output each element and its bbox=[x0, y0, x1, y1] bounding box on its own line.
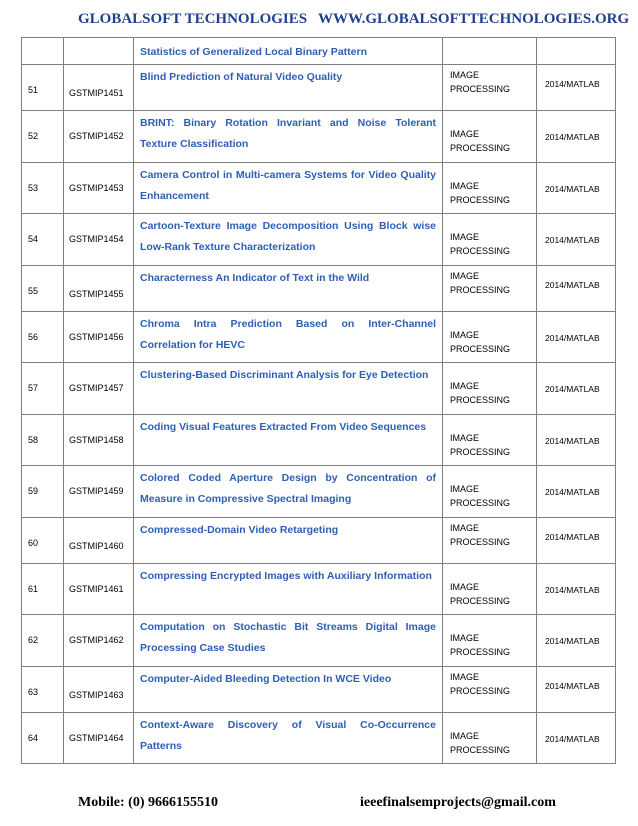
project-code: GSTMIP1452 bbox=[64, 111, 134, 163]
project-code: GSTMIP1451 bbox=[64, 65, 134, 111]
domain-line: PROCESSING bbox=[450, 395, 511, 405]
domain-line: IMAGE bbox=[450, 633, 480, 643]
num-cell-empty bbox=[22, 38, 64, 65]
project-year: 2014/MATLAB bbox=[537, 214, 616, 266]
project-domain bbox=[443, 563, 537, 615]
domain-line: IMAGE bbox=[450, 484, 480, 494]
project-number: 64 bbox=[22, 712, 64, 764]
project-number: 56 bbox=[22, 311, 64, 363]
year-cell-empty bbox=[537, 38, 616, 65]
domain-line: IMAGE bbox=[450, 232, 480, 242]
project-number: 63 bbox=[22, 666, 64, 712]
project-number: 55 bbox=[22, 265, 64, 311]
project-number: 60 bbox=[22, 517, 64, 563]
code-cell-empty bbox=[64, 38, 134, 65]
project-title: Computer-Aided Bleeding Detection In WCE Video bbox=[134, 666, 443, 712]
project-code: GSTMIP1455 bbox=[64, 265, 134, 311]
domain-line: PROCESSING bbox=[450, 343, 511, 354]
project-year: 2014/MATLAB bbox=[537, 162, 616, 214]
project-title: Camera Control in Multi-camera Systems for Video Quality Enhancement bbox=[134, 162, 443, 214]
project-year: 2014/MATLAB bbox=[537, 265, 616, 311]
page-footer bbox=[0, 795, 638, 815]
table-row bbox=[22, 214, 616, 266]
mobile-number: Mobile: (0) 9666155510 bbox=[78, 795, 218, 810]
project-year: 2014/MATLAB bbox=[537, 111, 616, 163]
domain-line: PROCESSING bbox=[450, 84, 511, 94]
domain-line: PROCESSING bbox=[450, 246, 511, 256]
project-domain bbox=[443, 414, 537, 466]
project-domain bbox=[443, 311, 537, 363]
project-number: 62 bbox=[22, 615, 64, 667]
project-code: GSTMIP1458 bbox=[64, 414, 134, 466]
project-domain bbox=[443, 214, 537, 266]
project-title: Computation on Stochastic Bit Streams Digital Image Processing Case Studies bbox=[134, 615, 443, 667]
domain-line: PROCESSING bbox=[450, 647, 511, 657]
project-number: 54 bbox=[22, 214, 64, 266]
page-header bbox=[0, 11, 638, 33]
project-number: 53 bbox=[22, 162, 64, 214]
company-name: GLOBALSOFT TECHNOLOGIES bbox=[78, 11, 308, 27]
project-year: 2014/MATLAB bbox=[537, 414, 616, 466]
table-row bbox=[22, 615, 616, 667]
project-number: 61 bbox=[22, 563, 64, 615]
project-year: 2014/MATLAB bbox=[537, 563, 616, 615]
project-number: 58 bbox=[22, 414, 64, 466]
project-domain bbox=[443, 712, 537, 764]
project-code: GSTMIP1459 bbox=[64, 466, 134, 518]
domain-line: PROCESSING bbox=[450, 284, 511, 295]
project-code: GSTMIP1454 bbox=[64, 214, 134, 266]
table-row bbox=[22, 162, 616, 214]
project-domain bbox=[443, 466, 537, 518]
domain-line: IMAGE bbox=[450, 180, 480, 191]
project-number: 59 bbox=[22, 466, 64, 518]
project-year: 2014/MATLAB bbox=[537, 712, 616, 764]
table-row-continuation bbox=[22, 38, 616, 65]
project-domain bbox=[443, 265, 537, 311]
domain-line: IMAGE bbox=[450, 730, 480, 741]
domain-cell-empty bbox=[443, 38, 537, 65]
projects-table bbox=[21, 37, 616, 764]
domain-line: PROCESSING bbox=[450, 685, 511, 696]
project-year: 2014/MATLAB bbox=[537, 666, 616, 712]
project-domain bbox=[443, 517, 537, 563]
project-title: Chroma Intra Prediction Based on Inter-Channel Correlation for HEVC bbox=[134, 311, 443, 363]
table-row bbox=[22, 363, 616, 415]
project-domain bbox=[443, 363, 537, 415]
project-year: 2014/MATLAB bbox=[537, 466, 616, 518]
table-row bbox=[22, 265, 616, 311]
domain-line: IMAGE bbox=[450, 581, 480, 592]
project-code: GSTMIP1457 bbox=[64, 363, 134, 415]
table-row bbox=[22, 712, 616, 764]
project-title: Context-Aware Discovery of Visual Co-Occurrence Patterns bbox=[134, 712, 443, 764]
domain-line: PROCESSING bbox=[450, 595, 511, 606]
project-title: Statistics of Generalized Local Binary Pattern bbox=[134, 38, 443, 65]
project-code: GSTMIP1461 bbox=[64, 563, 134, 615]
project-number: 52 bbox=[22, 111, 64, 163]
project-title: Compressed-Domain Video Retargeting bbox=[134, 517, 443, 563]
project-code: GSTMIP1462 bbox=[64, 615, 134, 667]
domain-line: IMAGE bbox=[450, 70, 480, 80]
project-title: Clustering-Based Discriminant Analysis for Eye Detection bbox=[134, 363, 443, 415]
project-year: 2014/MATLAB bbox=[537, 363, 616, 415]
contact-email: ieeefinalsemprojects@gmail.com bbox=[360, 795, 556, 810]
domain-line: IMAGE bbox=[450, 329, 480, 340]
project-year: 2014/MATLAB bbox=[537, 615, 616, 667]
project-code: GSTMIP1460 bbox=[64, 517, 134, 563]
domain-line: IMAGE bbox=[450, 381, 480, 391]
company-website: WWW.GLOBALSOFTTECHNOLOGIES.ORG bbox=[318, 11, 630, 27]
project-title: Characterness An Indicator of Text in the Wild bbox=[134, 265, 443, 311]
project-title: Cartoon-Texture Image Decomposition Using Block wise Low-Rank Texture Characterization bbox=[134, 214, 443, 266]
project-domain bbox=[443, 65, 537, 111]
project-title: Compressing Encrypted Images with Auxiliary Information bbox=[134, 563, 443, 615]
table-row bbox=[22, 65, 616, 111]
project-number: 51 bbox=[22, 65, 64, 111]
domain-line: PROCESSING bbox=[450, 744, 511, 755]
project-title: Coding Visual Features Extracted From Video Sequences bbox=[134, 414, 443, 466]
domain-line: IMAGE bbox=[450, 129, 480, 139]
project-title: Colored Coded Aperture Design by Concentration of Measure in Compressive Spectral Imaging bbox=[134, 466, 443, 518]
domain-line: PROCESSING bbox=[450, 498, 511, 508]
project-code: GSTMIP1463 bbox=[64, 666, 134, 712]
project-title: BRINT: Binary Rotation Invariant and Noise Tolerant Texture Classification bbox=[134, 111, 443, 163]
project-code: GSTMIP1464 bbox=[64, 712, 134, 764]
table-row bbox=[22, 466, 616, 518]
domain-line: PROCESSING bbox=[450, 536, 511, 547]
project-domain bbox=[443, 111, 537, 163]
project-code: GSTMIP1456 bbox=[64, 311, 134, 363]
project-year: 2014/MATLAB bbox=[537, 517, 616, 563]
domain-line: IMAGE bbox=[450, 522, 480, 533]
domain-line: PROCESSING bbox=[450, 143, 511, 153]
table-row bbox=[22, 414, 616, 466]
domain-line: PROCESSING bbox=[450, 194, 511, 205]
project-domain bbox=[443, 615, 537, 667]
domain-line: IMAGE bbox=[450, 270, 480, 281]
domain-line: PROCESSING bbox=[450, 446, 511, 457]
table-row bbox=[22, 311, 616, 363]
project-year: 2014/MATLAB bbox=[537, 65, 616, 111]
domain-line: IMAGE bbox=[450, 671, 480, 682]
table-row bbox=[22, 517, 616, 563]
project-year: 2014/MATLAB bbox=[537, 311, 616, 363]
table-row bbox=[22, 563, 616, 615]
project-title: Blind Prediction of Natural Video Quality bbox=[134, 65, 443, 111]
project-domain bbox=[443, 162, 537, 214]
table-row bbox=[22, 666, 616, 712]
domain-line: IMAGE bbox=[450, 432, 480, 443]
project-code: GSTMIP1453 bbox=[64, 162, 134, 214]
project-number: 57 bbox=[22, 363, 64, 415]
project-domain bbox=[443, 666, 537, 712]
table-row bbox=[22, 111, 616, 163]
